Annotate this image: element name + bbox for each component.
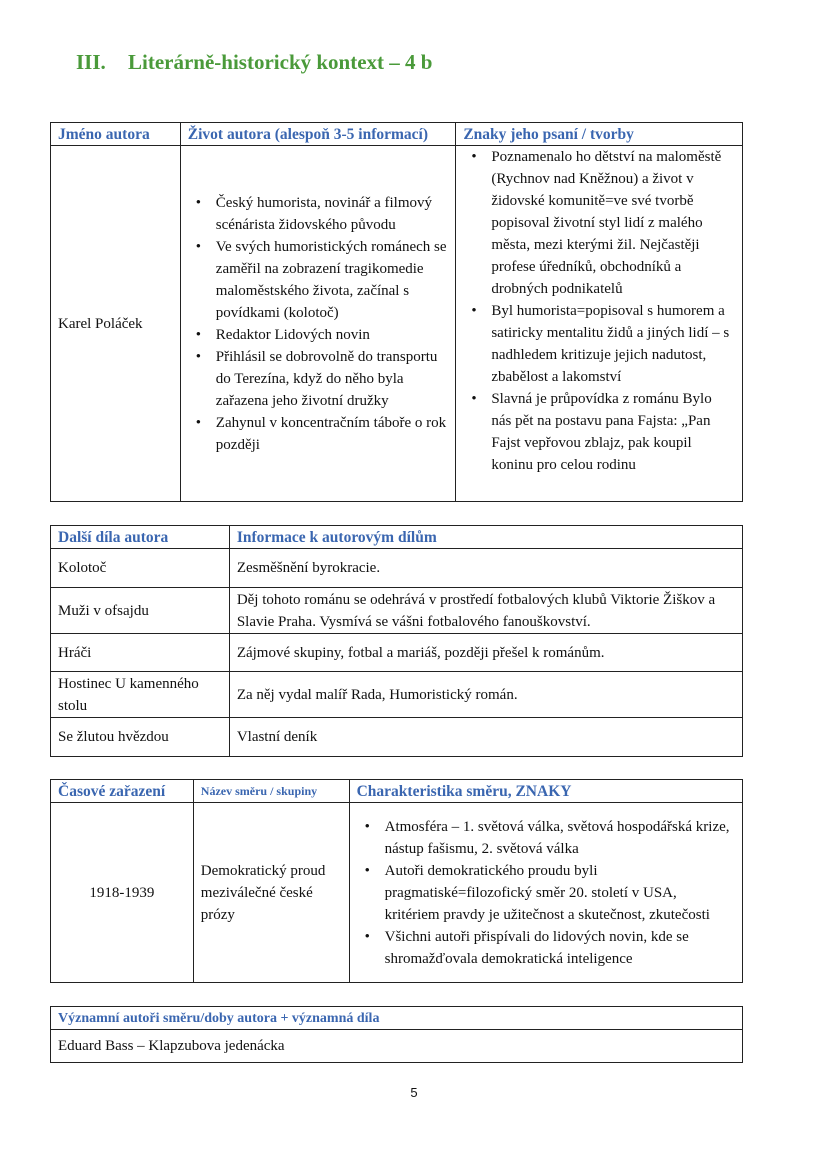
movement-name: Demokratický proud meziválečné české prózy xyxy=(193,803,349,983)
movement-table xyxy=(50,779,743,983)
header-significant-authors: Významní autoři směru/doby autora + významná díla xyxy=(51,1007,743,1030)
section-title: Literárně-historický kontext – 4 b xyxy=(128,50,433,74)
style-item: • Poznamenalo ho dětství na maloměstě (Rychnov nad Kněžnou) a život v židovské komunitě=ve své tvorbě popisoval životní styl lidí z malého města, mezi kterými žil. Nejčastěji profese úředníků, obchodníků a drobných podnikatelů xyxy=(491,146,735,300)
work-info: Zesměšnění byrokracie. xyxy=(229,549,742,588)
author-life-cell xyxy=(180,146,456,502)
header-author-name: Jméno autora xyxy=(51,123,181,146)
work-title: Muži v ofsajdu xyxy=(51,588,230,634)
work-title: Hráči xyxy=(51,634,230,672)
authors-table-header xyxy=(51,1007,743,1030)
works-row xyxy=(51,672,743,718)
author-style-list xyxy=(463,146,735,476)
characteristics-list xyxy=(357,816,735,970)
header-author-life: Život autora (alespoň 3-5 informací) xyxy=(180,123,456,146)
characteristic-item: • Všichni autoři přispívali do lidových novin, kde se shromažďovala demokratická inteligence xyxy=(385,926,735,970)
movement-table-header xyxy=(51,780,743,803)
movement-row xyxy=(51,803,743,983)
header-works: Další díla autora xyxy=(51,526,230,549)
characteristic-item: • Autoři demokratického proudu byli pragmatiské=filozofický směr 20. století v USA, kritériem pravdy je užitečnost a skutečnost, zkutečosti xyxy=(385,860,735,926)
works-row xyxy=(51,549,743,588)
page-number: 5 xyxy=(410,1085,418,1100)
life-item: • Ve svých humoristických románech se zaměřil na zobrazení tragikomedie maloměstského života, začínal s povídkami (kolotoč) xyxy=(216,236,449,324)
author-style-cell xyxy=(456,146,743,502)
work-info: Zájmové skupiny, fotbal a mariáš, později přešel k románům. xyxy=(229,634,742,672)
work-title: Se žlutou hvězdou xyxy=(51,718,230,757)
work-title: Hostinec U kamenného stolu xyxy=(51,672,230,718)
life-item: • Redaktor Lidových novin xyxy=(216,324,449,346)
works-row xyxy=(51,634,743,672)
header-works-info: Informace k autorovým dílům xyxy=(229,526,742,549)
work-info: Děj tohoto románu se odehrává v prostředí fotbalových klubů Viktorie Žiškov a Slavie Praha. Vysmívá se vášni fotbalového fanouškovství. xyxy=(229,588,742,634)
header-author-style: Znaky jeho psaní / tvorby xyxy=(456,123,743,146)
life-item: • Český humorista, novinář a filmový scénárista židovského původu xyxy=(216,192,449,236)
style-item: • Byl humorista=popisoval s humorem a satiricky mentalitu židů a jiných lidí – s nadhledem kritizuje jejich nadutost, zbabělost a lakomství xyxy=(491,300,735,388)
works-row xyxy=(51,588,743,634)
header-movement: Název směru / skupiny xyxy=(193,780,349,803)
significant-author-entry: Eduard Bass – Klapzubova jedenácka xyxy=(51,1030,743,1063)
authors-row xyxy=(51,1030,743,1063)
characteristic-item: • Atmosféra – 1. světová válka, světová hospodářská krize, nástup fašismu, 2. světová válka xyxy=(385,816,735,860)
works-table xyxy=(50,525,743,757)
author-name: Karel Poláček xyxy=(51,146,181,502)
life-item: • Zahynul v koncentračním táboře o rok později xyxy=(216,412,449,456)
work-title: Kolotoč xyxy=(51,549,230,588)
works-row xyxy=(51,718,743,757)
section-heading xyxy=(76,50,432,75)
author-table xyxy=(50,122,743,502)
section-number: III. xyxy=(76,50,106,74)
header-period: Časové zařazení xyxy=(51,780,194,803)
movement-characteristics-cell xyxy=(349,803,742,983)
movement-period: 1918-1939 xyxy=(51,803,194,983)
author-table-header xyxy=(51,123,743,146)
authors-table xyxy=(50,1006,743,1063)
work-info: Za něj vydal malíř Rada, Humoristický román. xyxy=(229,672,742,718)
life-item: • Přihlásil se dobrovolně do transportu do Terezína, když do něho byla zařazena jeho životní družky xyxy=(216,346,449,412)
author-life-list xyxy=(188,192,449,456)
header-characteristics: Charakteristika směru, ZNAKY xyxy=(349,780,742,803)
works-table-header xyxy=(51,526,743,549)
work-info: Vlastní deník xyxy=(229,718,742,757)
style-item: • Slavná je průpovídka z románu Bylo nás pět na postavu pana Fajsta: „Pan Fajst vepřovou zblajz, pak koupil koninu pro celou rodinu xyxy=(491,388,735,476)
author-row xyxy=(51,146,743,502)
